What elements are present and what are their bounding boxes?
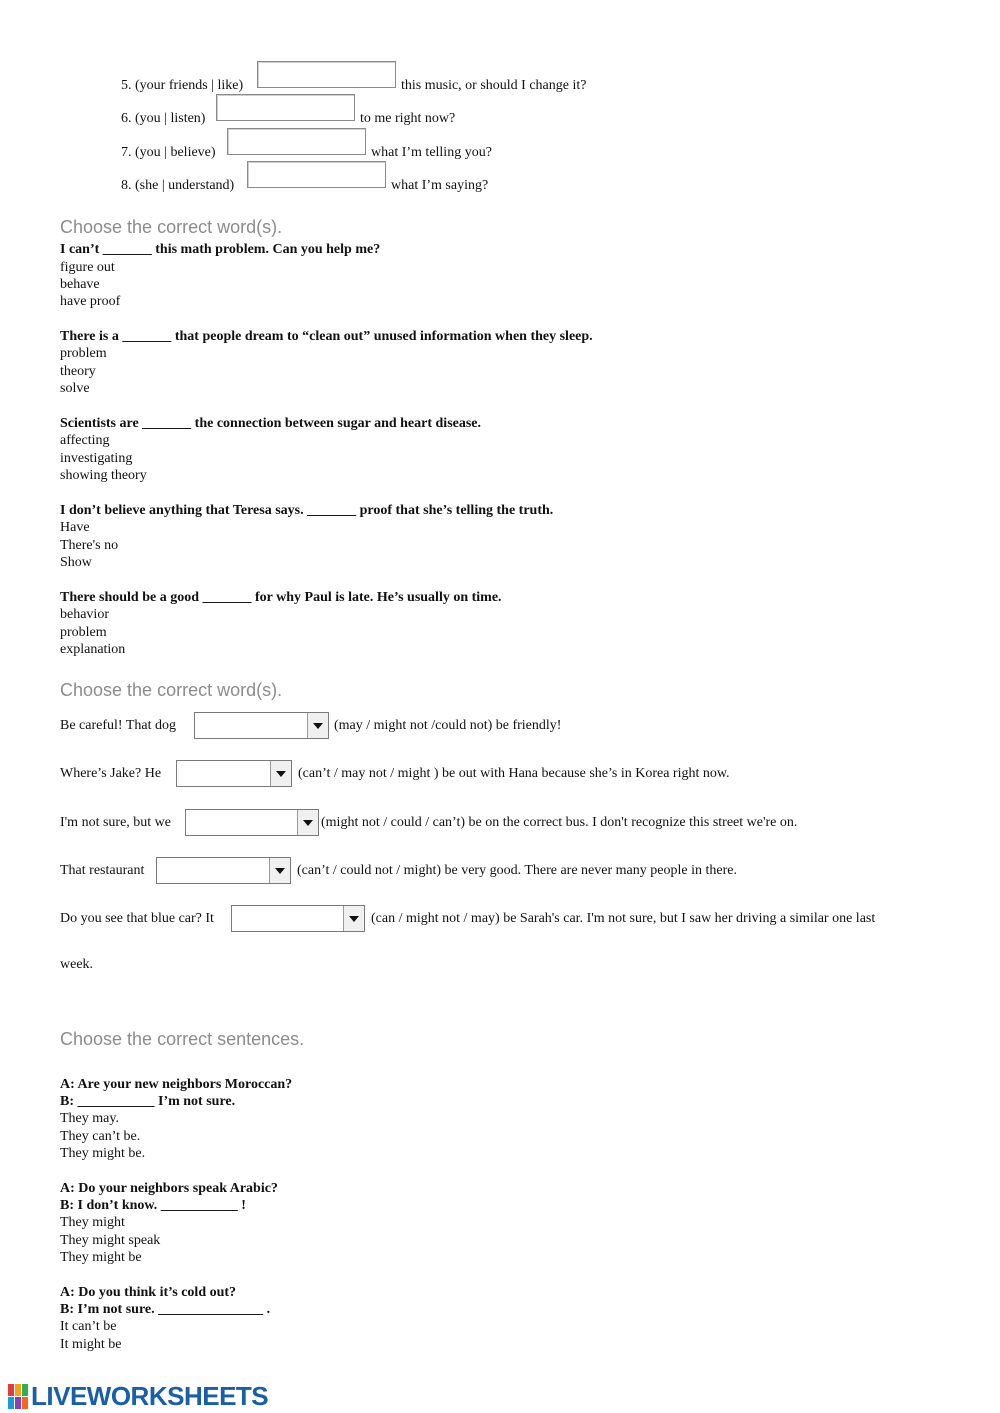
liveworksheets-logo (8, 1380, 269, 1411)
dialog-1-speaker-b: B: ___________ I’m not sure. (60, 1094, 236, 1109)
option[interactable]: problem (60, 625, 107, 640)
answer-select-3[interactable] (185, 809, 319, 836)
dialog-3-speaker-a: A: Do you think it’s cold out? (60, 1285, 237, 1300)
dropdown-row-prefix: That restaurant (60, 863, 145, 878)
section-heading: Choose the correct sentences. (60, 1029, 305, 1049)
option[interactable]: problem (60, 346, 107, 361)
option[interactable]: There's no (60, 538, 119, 553)
chevron-down-icon[interactable] (297, 810, 318, 835)
option[interactable]: theory (60, 364, 96, 379)
option[interactable]: They may. (60, 1111, 119, 1126)
dropdown-row-suffix: (might not / could / can’t) be on the correct bus. I don't recognize this street we're on. (321, 815, 798, 830)
dropdown-row-5 (60, 911, 876, 927)
dropdown-row-3 (60, 815, 798, 831)
fill-in-prompt: 7. (you | believe) (121, 145, 216, 160)
dropdown-row-suffix: (can’t / could not / might) be very good. There are never many people in there. (297, 863, 737, 878)
fill-in-suffix: to me right now? (360, 111, 456, 126)
option[interactable]: They might be. (60, 1146, 146, 1161)
option[interactable]: They might (60, 1215, 125, 1230)
question-2: There is a _______ that people dream to “clean out” unused information when they sleep. (60, 329, 593, 344)
answer-input-7[interactable] (227, 128, 366, 155)
fill-in-prompt: 6. (you | listen) (121, 111, 206, 126)
dialog-2-speaker-b: B: I don’t know. ___________ ! (60, 1198, 246, 1213)
chevron-down-icon[interactable] (270, 761, 291, 786)
option[interactable]: solve (60, 381, 90, 396)
chevron-down-icon[interactable] (307, 713, 328, 738)
answer-select-2[interactable] (176, 760, 292, 787)
dropdown-row-prefix: Where’s Jake? He (60, 766, 162, 781)
fill-in-suffix: this music, or should I change it? (401, 78, 587, 93)
option[interactable]: behave (60, 277, 100, 292)
dialog-3-speaker-b: B: I’m not sure. _______________ . (60, 1302, 271, 1317)
question-5: There should be a good _______ for why Paul is late. He’s usually on time. (60, 590, 502, 605)
dropdown-row-4 (60, 863, 737, 879)
option[interactable]: Have (60, 520, 90, 535)
dropdown-row-suffix: (can’t / may not / might ) be out with Hana because she’s in Korea right now. (298, 766, 730, 781)
answer-input-6[interactable] (216, 94, 355, 121)
option[interactable]: figure out (60, 260, 115, 275)
answer-select-5[interactable] (231, 905, 365, 932)
dropdown-row-prefix: Do you see that blue car? It (60, 911, 214, 926)
option[interactable]: It can’t be (60, 1319, 117, 1334)
dialog-2-speaker-a: A: Do your neighbors speak Arabic? (60, 1181, 278, 1196)
fill-in-prompt: 8. (she | understand) (121, 178, 235, 193)
chevron-down-icon[interactable] (343, 906, 364, 931)
question-4: I don’t believe anything that Teresa says. _______ proof that she’s telling the truth. (60, 503, 554, 518)
option[interactable]: They might speak (60, 1233, 161, 1248)
answer-input-8[interactable] (247, 161, 386, 188)
answer-select-4[interactable] (156, 857, 291, 884)
fill-in-suffix: what I’m telling you? (371, 145, 492, 160)
dropdown-row-suffix: (may / might not /could not) be friendly! (334, 718, 562, 733)
logo-text: LIVEWORKSHEETS (31, 1380, 269, 1411)
option[interactable]: It might be (60, 1337, 122, 1352)
option[interactable]: They can’t be. (60, 1129, 141, 1144)
dialog-1-speaker-a: A: Are your new neighbors Moroccan? (60, 1077, 293, 1092)
dropdown-row-2 (60, 766, 730, 782)
fill-in-suffix: what I’m saying? (391, 178, 489, 193)
answer-select-1[interactable] (194, 712, 329, 739)
option[interactable]: have proof (60, 294, 121, 309)
dropdown-row-prefix: Be careful! That dog (60, 718, 176, 733)
option[interactable]: behavior (60, 607, 109, 622)
option[interactable]: explanation (60, 642, 126, 657)
option[interactable]: affecting (60, 433, 110, 448)
logo-blocks-icon (8, 1384, 28, 1409)
dropdown-row-prefix: I'm not sure, but we (60, 815, 172, 830)
option[interactable]: They might be (60, 1250, 142, 1265)
dropdown-row-5-continuation: week. (60, 957, 94, 972)
chevron-down-icon[interactable] (269, 858, 290, 883)
section-heading: Choose the correct word(s). (60, 217, 283, 237)
question-1: I can’t _______ this math problem. Can you help me? (60, 242, 381, 257)
option[interactable]: showing theory (60, 468, 147, 483)
fill-in-prompt: 5. (your friends | like) (121, 78, 244, 93)
dropdown-row-suffix: (can / might not / may) be Sarah's car. I'm not sure, but I saw her driving a similar one last (371, 911, 876, 926)
answer-input-5[interactable] (257, 61, 396, 88)
option[interactable]: investigating (60, 451, 133, 466)
question-3: Scientists are _______ the connection between sugar and heart disease. (60, 416, 482, 431)
dropdown-row-1 (60, 718, 562, 734)
option[interactable]: Show (60, 555, 92, 570)
section-heading: Choose the correct word(s). (60, 680, 283, 700)
